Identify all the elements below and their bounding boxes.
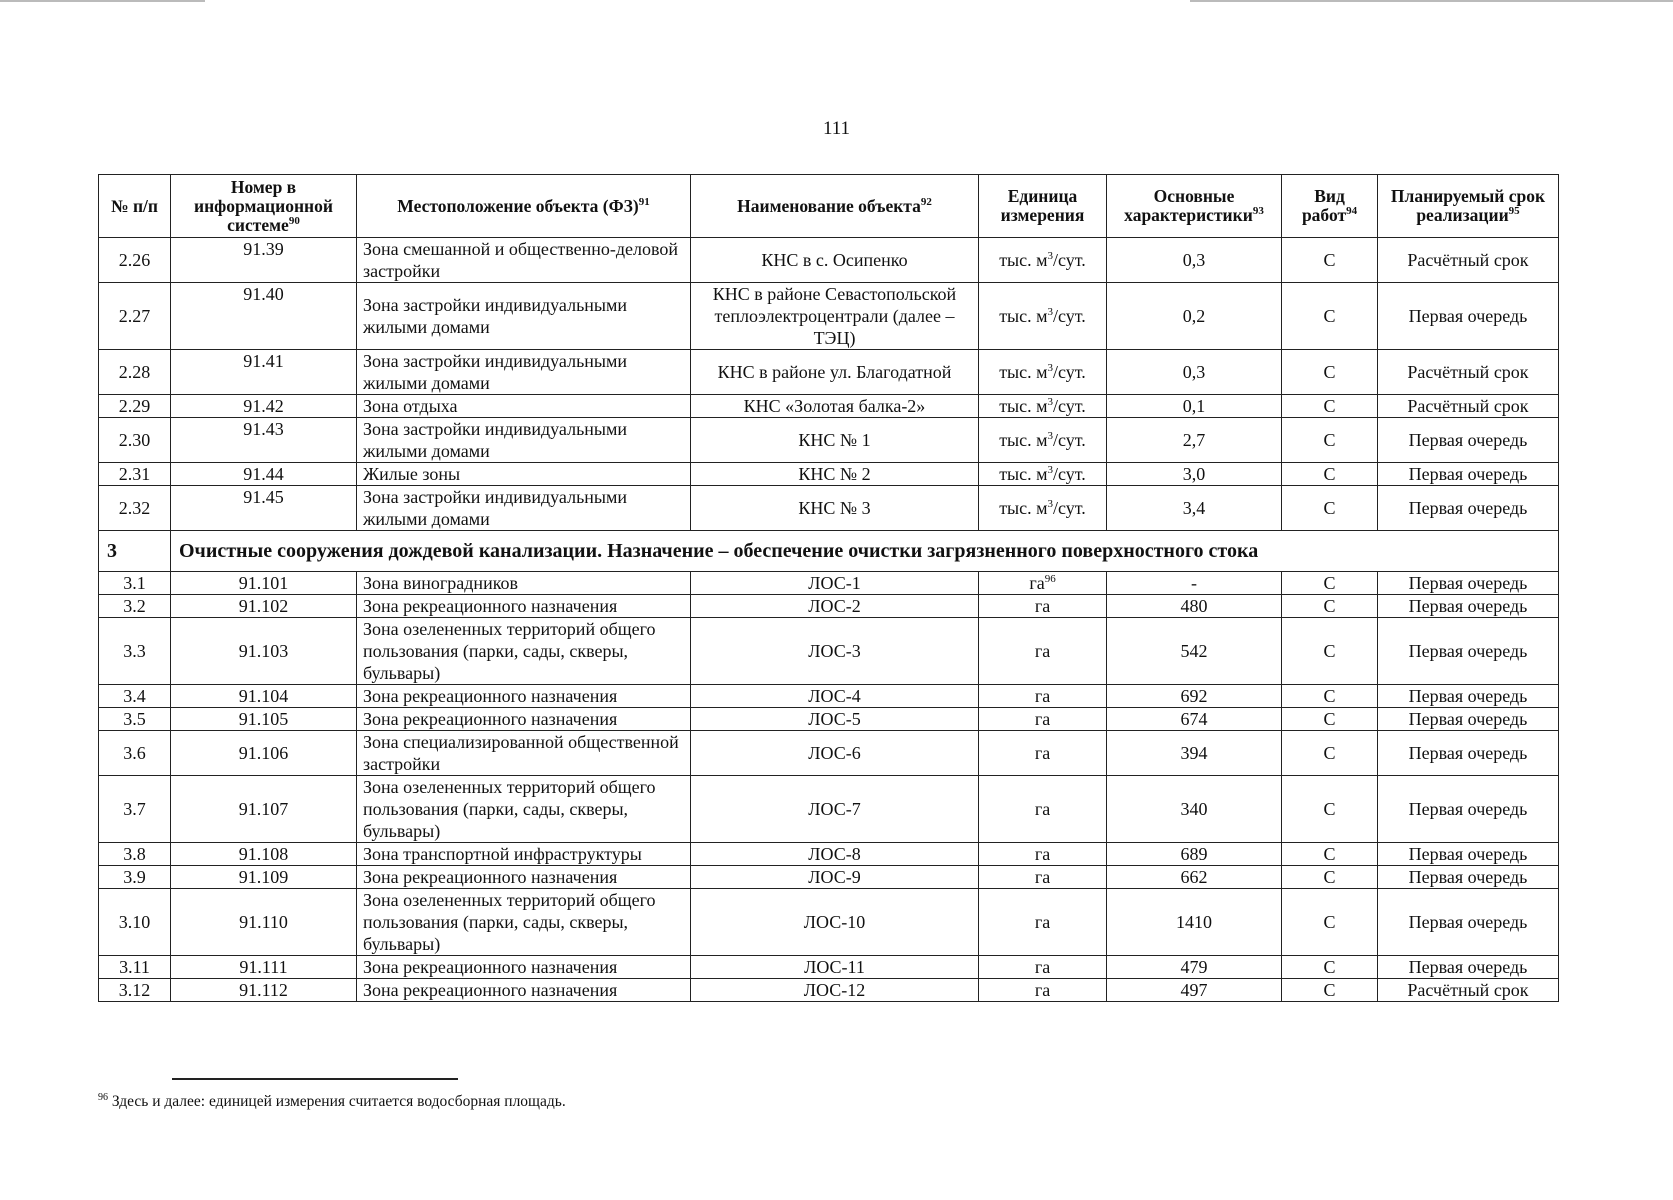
- cell-term: Расчётный срок: [1378, 395, 1559, 418]
- cell-system-number: 91.41: [171, 350, 357, 395]
- cell-term: Первая очередь: [1378, 618, 1559, 685]
- cell-unit: га: [979, 776, 1107, 843]
- cell-work-type: С: [1282, 618, 1378, 685]
- cell-object-name: КНС «Золотая балка-2»: [691, 395, 979, 418]
- cell-object-name: ЛОС-2: [691, 595, 979, 618]
- cell-system-number: 91.107: [171, 776, 357, 843]
- cell-location: Зона рекреационного назначения: [357, 595, 691, 618]
- cell-num: 2.29: [99, 395, 171, 418]
- table-row: [99, 350, 1559, 395]
- cell-num: 3.8: [99, 843, 171, 866]
- cell-work-type: С: [1282, 350, 1378, 395]
- cell-work-type: С: [1282, 708, 1378, 731]
- table-row: [99, 889, 1559, 956]
- section-number: 3: [99, 531, 171, 572]
- table-row: [99, 776, 1559, 843]
- cell-object-name: ЛОС-7: [691, 776, 979, 843]
- cell-unit: га: [979, 866, 1107, 889]
- cell-system-number: 91.105: [171, 708, 357, 731]
- cell-term: Первая очередь: [1378, 731, 1559, 776]
- cell-location: Зона застройки индивидуальными жилыми домами: [357, 486, 691, 531]
- cell-characteristics: 480: [1107, 595, 1282, 618]
- table-row: [99, 685, 1559, 708]
- cell-term: Первая очередь: [1378, 486, 1559, 531]
- cell-system-number: 91.104: [171, 685, 357, 708]
- cell-num: 3.4: [99, 685, 171, 708]
- header-num: № п/п: [99, 175, 171, 238]
- cell-unit: га: [979, 979, 1107, 1002]
- cell-num: 3.1: [99, 572, 171, 595]
- table-row: [99, 595, 1559, 618]
- cell-characteristics: 542: [1107, 618, 1282, 685]
- cell-system-number: 91.109: [171, 866, 357, 889]
- cell-num: 2.31: [99, 463, 171, 486]
- cell-term: Первая очередь: [1378, 595, 1559, 618]
- table-header-row: [99, 175, 1559, 238]
- table-row: [99, 463, 1559, 486]
- cell-object-name: ЛОС-6: [691, 731, 979, 776]
- header-work-type: Вид работ$^{94}$: [1282, 175, 1378, 238]
- cell-system-number: 91.42: [171, 395, 357, 418]
- cell-term: Первая очередь: [1378, 708, 1559, 731]
- cell-location: Зона застройки индивидуальными жилыми домами: [357, 283, 691, 350]
- cell-work-type: С: [1282, 486, 1378, 531]
- cell-num: 3.9: [99, 866, 171, 889]
- cell-term: Расчётный срок: [1378, 350, 1559, 395]
- cell-num: 2.27: [99, 283, 171, 350]
- cell-unit: тыс. $м^3$/сут.: [979, 238, 1107, 283]
- cell-work-type: С: [1282, 979, 1378, 1002]
- table-row: [99, 418, 1559, 463]
- cell-system-number: 91.106: [171, 731, 357, 776]
- cell-object-name: ЛОС-10: [691, 889, 979, 956]
- cell-work-type: С: [1282, 685, 1378, 708]
- cell-system-number: 91.112: [171, 979, 357, 1002]
- cell-location: Жилые зоны: [357, 463, 691, 486]
- table-row: [99, 238, 1559, 283]
- cell-location: Зона рекреационного назначения: [357, 866, 691, 889]
- cell-num: 2.28: [99, 350, 171, 395]
- cell-characteristics: -: [1107, 572, 1282, 595]
- cell-characteristics: 689: [1107, 843, 1282, 866]
- cell-work-type: С: [1282, 238, 1378, 283]
- table-body-group2: [99, 238, 1559, 531]
- cell-work-type: С: [1282, 956, 1378, 979]
- cell-object-name: ЛОС-1: [691, 572, 979, 595]
- cell-system-number: 91.44: [171, 463, 357, 486]
- cell-work-type: С: [1282, 776, 1378, 843]
- cell-characteristics: 0,3: [1107, 350, 1282, 395]
- cell-unit: га: [979, 685, 1107, 708]
- cell-location: Зона виноградников: [357, 572, 691, 595]
- cell-location: Зона специализированной общественной застройки: [357, 731, 691, 776]
- cell-unit: тыс. $м^3$/сут.: [979, 418, 1107, 463]
- cell-num: 2.30: [99, 418, 171, 463]
- cell-term: Первая очередь: [1378, 866, 1559, 889]
- cell-system-number: 91.108: [171, 843, 357, 866]
- cell-work-type: С: [1282, 463, 1378, 486]
- table-row: [99, 486, 1559, 531]
- cell-term: Первая очередь: [1378, 889, 1559, 956]
- table-row: [99, 708, 1559, 731]
- cell-term: Первая очередь: [1378, 956, 1559, 979]
- cell-num: 3.3: [99, 618, 171, 685]
- table-row: [99, 395, 1559, 418]
- cell-term: Расчётный срок: [1378, 979, 1559, 1002]
- cell-location: Зона озелененных территорий общего пользования (парки, сады, скверы, бульвары): [357, 618, 691, 685]
- table-row: [99, 572, 1559, 595]
- table-row: [99, 979, 1559, 1002]
- cell-unit: га: [979, 618, 1107, 685]
- cell-term: Первая очередь: [1378, 843, 1559, 866]
- cell-characteristics: 340: [1107, 776, 1282, 843]
- section-3: [99, 531, 1559, 572]
- cell-unit: га: [979, 595, 1107, 618]
- cell-characteristics: 662: [1107, 866, 1282, 889]
- cell-term: Первая очередь: [1378, 776, 1559, 843]
- cell-num: 3.2: [99, 595, 171, 618]
- cell-unit: тыс. $м^3$/сут.: [979, 350, 1107, 395]
- cell-unit: $га^{96}$: [979, 572, 1107, 595]
- cell-object-name: КНС № 1: [691, 418, 979, 463]
- cell-location: Зона рекреационного назначения: [357, 956, 691, 979]
- cell-num: 2.32: [99, 486, 171, 531]
- cell-num: 2.26: [99, 238, 171, 283]
- cell-object-name: КНС № 2: [691, 463, 979, 486]
- header-system-number: Номер в информационной системе$^{90}$: [171, 175, 357, 238]
- table-row: [99, 866, 1559, 889]
- table-row: [99, 843, 1559, 866]
- section-row: [99, 531, 1559, 572]
- cell-system-number: 91.43: [171, 418, 357, 463]
- cell-object-name: КНС № 3: [691, 486, 979, 531]
- cell-term: Расчётный срок: [1378, 238, 1559, 283]
- cell-characteristics: 479: [1107, 956, 1282, 979]
- header-object-name: Наименование объекта$^{92}$: [691, 175, 979, 238]
- cell-location: Зона смешанной и общественно-деловой застройки: [357, 238, 691, 283]
- cell-system-number: 91.102: [171, 595, 357, 618]
- cell-work-type: С: [1282, 866, 1378, 889]
- objects-table: [98, 174, 1559, 1002]
- cell-characteristics: 0,3: [1107, 238, 1282, 283]
- table-row: [99, 956, 1559, 979]
- cell-location: Зона рекреационного назначения: [357, 685, 691, 708]
- cell-work-type: С: [1282, 889, 1378, 956]
- cell-characteristics: 394: [1107, 731, 1282, 776]
- cell-characteristics: 3,0: [1107, 463, 1282, 486]
- page-number: 111: [822, 118, 851, 139]
- cell-term: Первая очередь: [1378, 463, 1559, 486]
- cell-system-number: 91.111: [171, 956, 357, 979]
- cell-work-type: С: [1282, 418, 1378, 463]
- header-location: Местоположение объекта (ФЗ)$^{91}$: [357, 175, 691, 238]
- table-row: [99, 731, 1559, 776]
- footnote-divider: [172, 1078, 458, 1080]
- cell-location: Зона застройки индивидуальными жилыми домами: [357, 350, 691, 395]
- cell-unit: тыс. $м^3$/сут.: [979, 395, 1107, 418]
- cell-term: Первая очередь: [1378, 283, 1559, 350]
- cell-object-name: ЛОС-9: [691, 866, 979, 889]
- cell-location: Зона озелененных территорий общего пользования (парки, сады, скверы, бульвары): [357, 889, 691, 956]
- cell-characteristics: 2,7: [1107, 418, 1282, 463]
- scan-edge-right: [1190, 0, 1673, 2]
- cell-work-type: С: [1282, 595, 1378, 618]
- cell-characteristics: 3,4: [1107, 486, 1282, 531]
- cell-term: Первая очередь: [1378, 572, 1559, 595]
- cell-characteristics: 692: [1107, 685, 1282, 708]
- cell-unit: га: [979, 956, 1107, 979]
- cell-system-number: 91.110: [171, 889, 357, 956]
- header-term: Планируемый срок реализации$^{95}$: [1378, 175, 1559, 238]
- cell-system-number: 91.101: [171, 572, 357, 595]
- cell-num: 3.6: [99, 731, 171, 776]
- cell-unit: га: [979, 708, 1107, 731]
- cell-work-type: С: [1282, 283, 1378, 350]
- cell-work-type: С: [1282, 731, 1378, 776]
- cell-object-name: ЛОС-3: [691, 618, 979, 685]
- cell-num: 3.10: [99, 889, 171, 956]
- cell-num: 3.12: [99, 979, 171, 1002]
- table-body-group3: [99, 572, 1559, 1002]
- cell-object-name: КНС в районе Севастопольской теплоэлектроцентрали (далее –ТЭЦ): [691, 283, 979, 350]
- footnote: $^{96}$ Здесь и далее: единицей измерения считается водосборная площадь.: [98, 1092, 566, 1111]
- cell-system-number: 91.40: [171, 283, 357, 350]
- cell-characteristics: 0,2: [1107, 283, 1282, 350]
- cell-unit: тыс. $м^3$/сут.: [979, 283, 1107, 350]
- cell-characteristics: 497: [1107, 979, 1282, 1002]
- cell-num: 3.11: [99, 956, 171, 979]
- cell-unit: га: [979, 889, 1107, 956]
- cell-object-name: ЛОС-5: [691, 708, 979, 731]
- cell-system-number: 91.39: [171, 238, 357, 283]
- cell-object-name: ЛОС-12: [691, 979, 979, 1002]
- cell-location: Зона рекреационного назначения: [357, 708, 691, 731]
- cell-location: Зона застройки индивидуальными жилыми домами: [357, 418, 691, 463]
- cell-object-name: КНС в районе ул. Благодатной: [691, 350, 979, 395]
- cell-characteristics: 674: [1107, 708, 1282, 731]
- cell-location: Зона отдыха: [357, 395, 691, 418]
- cell-location: Зона транспортной инфраструктуры: [357, 843, 691, 866]
- cell-unit: га: [979, 731, 1107, 776]
- cell-location: Зона озелененных территорий общего пользования (парки, сады, скверы, бульвары): [357, 776, 691, 843]
- table-row: [99, 618, 1559, 685]
- cell-object-name: КНС в с. Осипенко: [691, 238, 979, 283]
- cell-location: Зона рекреационного назначения: [357, 979, 691, 1002]
- cell-unit: тыс. $м^3$/сут.: [979, 463, 1107, 486]
- cell-system-number: 91.103: [171, 618, 357, 685]
- cell-unit: га: [979, 843, 1107, 866]
- cell-characteristics: 1410: [1107, 889, 1282, 956]
- header-characteristics: Основные характеристики$^{93}$: [1107, 175, 1282, 238]
- table-row: [99, 283, 1559, 350]
- cell-system-number: 91.45: [171, 486, 357, 531]
- section-title: Очистные сооружения дождевой канализации. Назначение – обеспечение очистки загрязненного поверхностного стока: [171, 531, 1559, 572]
- cell-work-type: С: [1282, 395, 1378, 418]
- cell-term: Первая очередь: [1378, 418, 1559, 463]
- scan-edge-left: [0, 0, 205, 2]
- cell-num: 3.5: [99, 708, 171, 731]
- cell-num: 3.7: [99, 776, 171, 843]
- cell-object-name: ЛОС-4: [691, 685, 979, 708]
- cell-unit: тыс. $м^3$/сут.: [979, 486, 1107, 531]
- cell-object-name: ЛОС-11: [691, 956, 979, 979]
- header-unit: Единица измерения: [979, 175, 1107, 238]
- cell-term: Первая очередь: [1378, 685, 1559, 708]
- cell-object-name: ЛОС-8: [691, 843, 979, 866]
- cell-work-type: С: [1282, 843, 1378, 866]
- cell-characteristics: 0,1: [1107, 395, 1282, 418]
- cell-work-type: С: [1282, 572, 1378, 595]
